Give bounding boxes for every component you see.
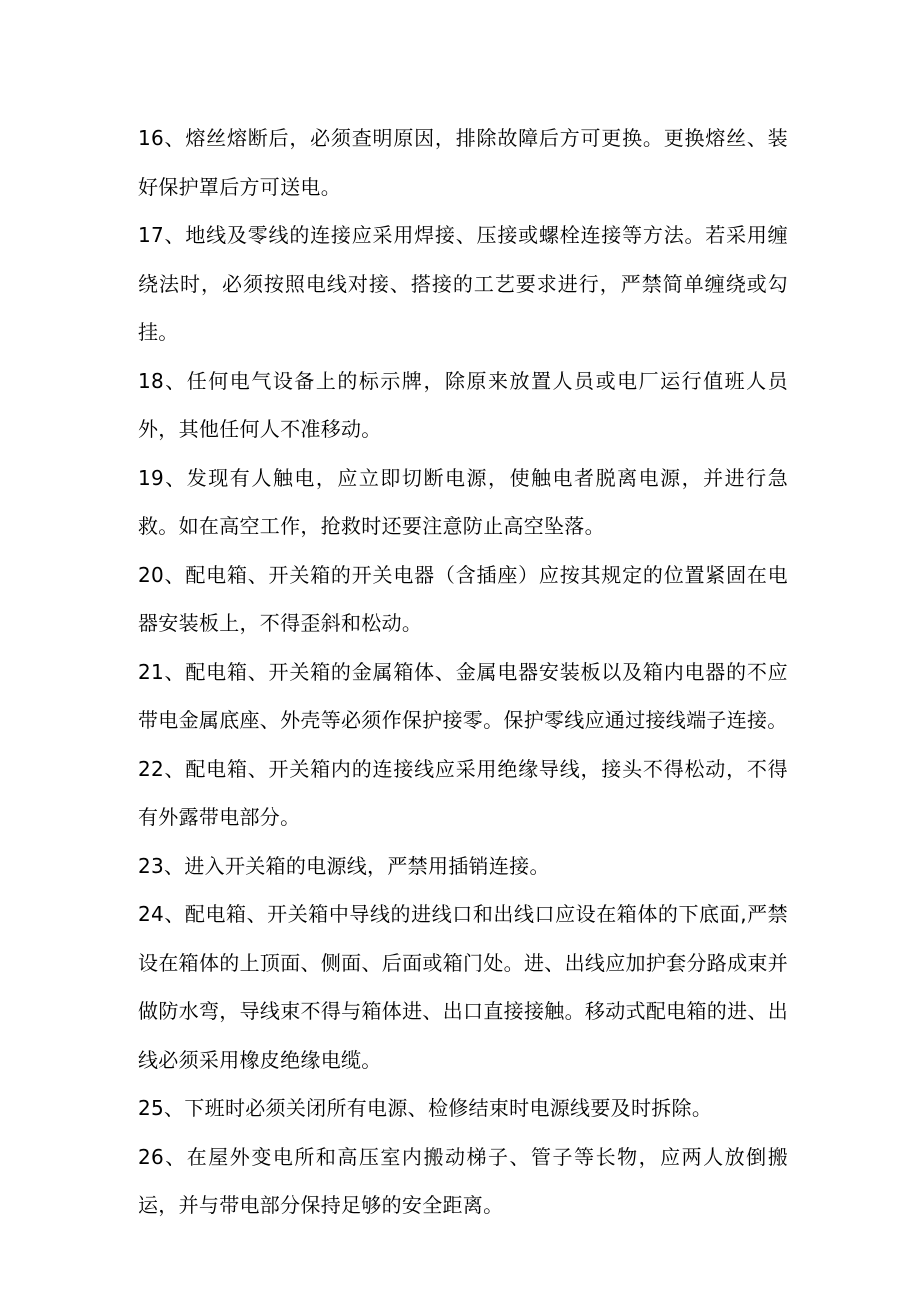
rule-18: 18、任何电气设备上的标示牌，除原来放置人员或电厂运行值班人员外，其他任何人不准移动。 [138,368,788,441]
rule-24: 24、配电箱、开关箱中导线的进线口和出线口应设在箱体的下底面,严禁设在箱体的上顶面、侧面、后面或箱门处。进、出线应加护套分路成束并做防水弯，导线束不得与箱体进、出口直接接触。移动式配电箱的进、出线必须采用橡皮绝缘电缆。 [138,902,788,1072]
rule-25: 25、下班时必须关闭所有电源、检修结束时电源线要及时拆除。 [138,1096,713,1120]
rule-21: 21、配电箱、开关箱的金属箱体、金属电器安装板以及箱内电器的不应带电金属底座、外壳等必须作保护接零。保护零线应通过接线端子连接。 [138,659,788,732]
rule-23: 23、进入开关箱的电源线，严禁用插销连接。 [138,853,550,878]
rule-22: 22、配电箱、开关箱内的连接线应采用绝缘导线，接头不得松动，不得有外露带电部分。 [138,756,788,829]
rule-19: 19、发现有人触电，应立即切断电源，使触电者脱离电源，并进行急救。如在高空工作，抢救时还要注意防止高空坠落。 [138,465,788,538]
document-body [138,114,788,1230]
rule-26: 26、在屋外变电所和高压室内搬动梯子、管子等长物，应两人放倒搬运，并与带电部分保持足够的安全距离。 [138,1144,788,1217]
rule-20: 20、配电箱、开关箱的开关电器（含插座）应按其规定的位置紧固在电器安装板上，不得歪斜和松动。 [138,562,788,635]
rule-17: 17、地线及零线的连接应采用焊接、压接或螺栓连接等方法。若采用缠绕法时，必须按照电线对接、搭接的工艺要求进行，严禁简单缠绕或勾挂。 [138,223,788,344]
rule-16: 16、熔丝熔断后，必须查明原因，排除故障后方可更换。更换熔丝、装好保护罩后方可送电。 [138,126,788,199]
